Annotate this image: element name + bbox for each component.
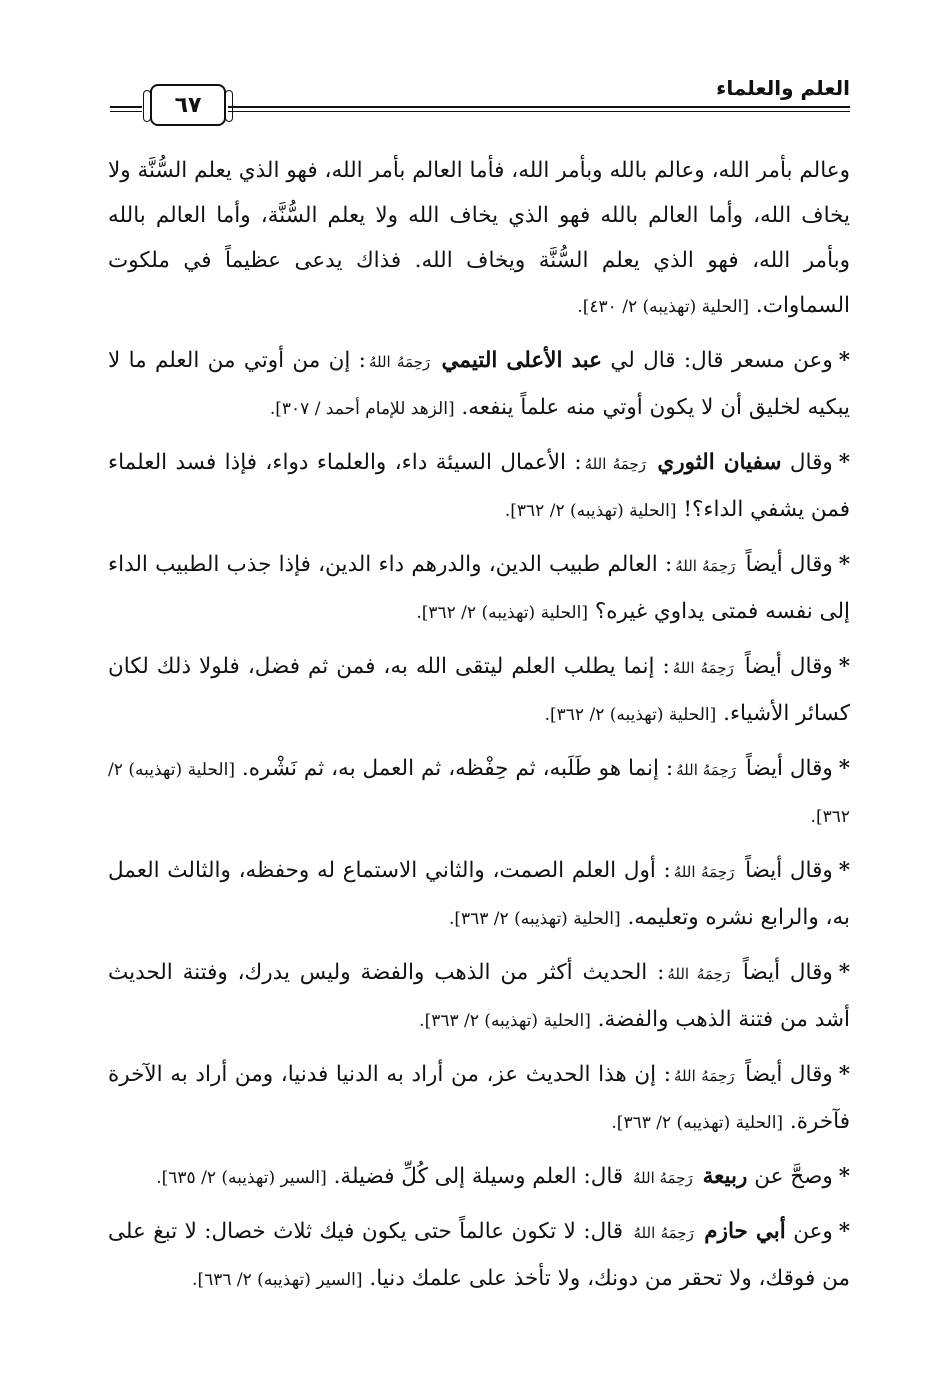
bullet-star: * (838, 858, 851, 883)
bullet-star: * (838, 960, 850, 985)
honorific: رَحِمَهُ اللهُ (675, 557, 736, 575)
paragraph (108, 440, 850, 534)
reference: [الحلية (تهذيبه) ٢/ ٣٦٢]. (544, 705, 717, 725)
reference: [الحلية (تهذيبه) ٢/ ٤٣٠]. (577, 297, 750, 317)
reference: [الحلية (تهذيبه) ٢/ ٣٦٢]. (108, 760, 850, 827)
scholar-name: سفيان الثوري (657, 450, 782, 475)
paragraph-text: : أول العلم الصمت، والثاني الاستماع له وحفظه، والثالث العمل به، والرابع نشره وتعليمه. (108, 858, 850, 930)
paragraph-text: : إن من أوتي من العلم ما لا يبكيه لخليق أن لا يكون أوتي منه علماً ينفعه. (108, 348, 850, 420)
paragraph-text: قال: لا تكون عالماً حتى يكون فيك ثلاث خصال: لا تبغ على من فوقك، ولا تحقر من دونك، ولا تأخذ على علمك دنيا. (108, 1219, 850, 1291)
reference: [السير (تهذيبه) ٢/ ٦٣٦]. (192, 1270, 363, 1290)
paragraph-text: وقال أيضاً (745, 858, 833, 883)
reference: [الحلية (تهذيبه) ٢/ ٣٦٢]. (416, 603, 588, 623)
paragraph-text: وصحَّ عن (754, 1164, 833, 1189)
paragraph-text: : العالم طبيب الدين، والدرهم داء الدين، فإذا جذب الطبيب الداء إلى نفسه فمتى يداوي غيره؟ (108, 552, 850, 624)
reference: [الزهد للإمام أحمد / ٣٠٧]. (269, 399, 455, 419)
header-rule (228, 106, 850, 108)
paragraph-text: وعن مسعر قال: قال لي (610, 348, 833, 373)
bullet-star: * (838, 552, 851, 577)
page-header (110, 70, 850, 122)
reference: [الحلية (تهذيبه) ٢/ ٣٦٣]. (419, 1011, 591, 1031)
paragraph (108, 338, 850, 432)
paragraph-text: وقال أيضاً (745, 756, 833, 781)
bullet-star: * (838, 1164, 850, 1189)
honorific: رَحِمَهُ اللهُ (633, 1169, 693, 1187)
bullet-star: * (838, 756, 851, 781)
body-text (108, 148, 850, 1311)
paragraph (108, 1154, 850, 1201)
reference: [الحلية (تهذيبه) ٢/ ٣٦٢]. (504, 501, 677, 521)
bullet-star: * (838, 654, 851, 679)
paragraph (108, 950, 850, 1044)
honorific: رَحِمَهُ اللهُ (672, 659, 734, 677)
honorific: رَحِمَهُ اللهُ (676, 761, 736, 779)
honorific: رَحِمَهُ اللهُ (673, 1067, 735, 1085)
paragraph-text: وعن (793, 1219, 833, 1244)
running-title: العلم والعلماء (716, 76, 850, 100)
scholar-name: أبي حازم (704, 1219, 786, 1244)
honorific: رَحِمَهُ اللهُ (667, 965, 731, 983)
paragraph (108, 1052, 850, 1146)
paragraph-text: وقال أيضاً (745, 552, 833, 577)
paragraph-text: : إن هذا الحديث عز، من أراد به الدنيا فدنيا، ومن أراد به الآخرة فآخرة. (108, 1062, 850, 1134)
honorific: رَحِمَهُ اللهُ (633, 1224, 694, 1242)
honorific: رَحِمَهُ اللهُ (584, 455, 646, 473)
header-rule-thin (228, 111, 850, 112)
reference: [السير (تهذيبه) ٢/ ٦٣٥]. (156, 1168, 327, 1188)
paragraph (108, 644, 850, 738)
paragraph-text: قال: العلم وسيلة إلى كُلِّ فضيلة. (333, 1164, 624, 1189)
page-number-frame (150, 84, 226, 126)
reference: [الحلية (تهذيبه) ٢/ ٣٦٣]. (611, 1113, 784, 1133)
reference: [الحلية (تهذيبه) ٢/ ٣٦٣]. (448, 909, 621, 929)
paragraph (108, 746, 850, 840)
scholar-name: ربيعة (702, 1164, 748, 1189)
page-number: ٦٧ (174, 92, 202, 118)
paragraph (108, 542, 850, 636)
paragraph-text: : إنما يطلب العلم ليتقى الله به، فمن ثم فضل، فلولا ذلك لكان كسائر الأشياء. (108, 654, 850, 726)
paragraph (108, 148, 850, 330)
bullet-star: * (838, 450, 850, 475)
paragraph-text: : الحديث أكثر من الذهب والفضة وليس يدرك، وفتنة الحديث أشد من فتنة الذهب والفضة. (108, 960, 850, 1032)
paragraph-text: : الأعمال السيئة داء، والعلماء دواء، فإذا فسد العلماء فمن يشفي الداء؟! (108, 450, 850, 522)
paragraph-text: وقال أيضاً (744, 654, 833, 679)
bullet-star: * (838, 1062, 850, 1087)
paragraph (108, 848, 850, 942)
paragraph-text: وعالم بأمر الله، وعالم بالله وبأمر الله، فأما العالم بأمر الله، فهو الذي يعلم السُّنَّة ولا يخاف الله، وأما العالم بالله فهو الذي يخاف الله ولا يعلم السُّنَّة، وأما العالم بالله وبأمر الله، فهو الذي يعلم السُّنَّة ويخاف الله. فذاك يدعى عظيماً في ملكوت السماوات. (108, 158, 850, 318)
paragraph-text: وقال أيضاً (745, 1062, 833, 1087)
header-rule-left-thin (110, 111, 142, 112)
paragraph (108, 1209, 850, 1303)
bullet-star: * (838, 348, 850, 373)
header-rule-left (110, 106, 142, 108)
honorific: رَحِمَهُ اللهُ (368, 353, 431, 371)
paragraph-text: وقال أيضاً (742, 960, 833, 985)
bullet-star: * (838, 1219, 851, 1244)
paragraph-text: وقال (789, 450, 833, 475)
scholar-name: عبد الأعلى التيمي (441, 348, 602, 373)
honorific: رَحِمَهُ اللهُ (673, 863, 735, 881)
paragraph-text: : إنما هو طَلَبه، ثم حِفْظه، ثم العمل به، ثم نَشْره. (241, 756, 674, 781)
